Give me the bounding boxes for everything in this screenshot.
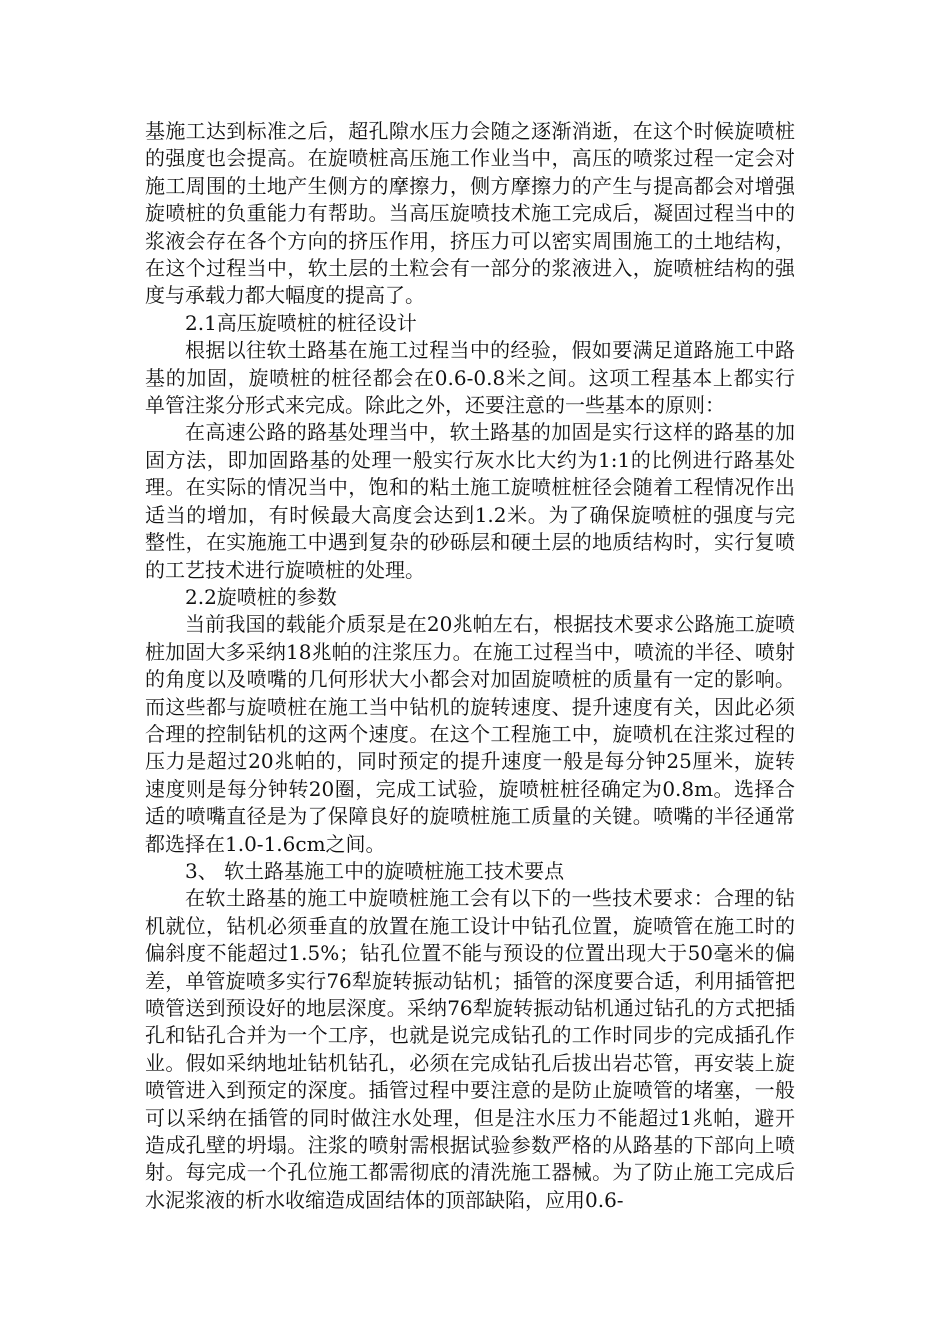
body-paragraph: 根据以往软土路基在施工过程当中的经验，假如要满足道路施工中路基的加固，旋喷桩的桩径都会在0.6-0.8米之间。这项工程基本上都实行单管注浆分形式来完成。除此之外，还要注意的一些基本的原则： [145, 338, 795, 418]
body-paragraph: 在高速公路的路基处理当中，软土路基的加固是实行这样的路基的加固方法，即加固路基的处理一般实行灰水比大约为1:1的比例进行路基处理。在实际的情况当中，饱和的粘土施工旋喷桩桩径会随着工程情况作出适当的增加，有时候最大高度会达到1.2米。为了确保旋喷桩的强度与完整性，在实施施工中遇到复杂的砂砾层和硬土层的地质结构时，实行复喷的工艺技术进行旋喷桩的处理。 [145, 420, 795, 582]
document-page [145, 118, 795, 1214]
section-heading-2-1: 2.1高压旋喷桩的桩径设计 [185, 310, 417, 335]
body-paragraph: 基施工达到标准之后，超孔隙水压力会随之逐渐消逝，在这个时候旋喷桩的强度也会提高。在旋喷桩高压施工作业当中，高压的喷浆过程一定会对施工周围的土地产生侧方的摩擦力，侧方摩擦力的产生与提高都会对增强旋喷桩的负重能力有帮助。当高压旋喷技术施工完成后，凝固过程当中的浆液会存在各个方向的挤压作用，挤压力可以密实周围施工的土地结构，在这个过程当中，软土层的土粒会有一部分的浆液进入，旋喷桩结构的强度与承载力都大幅度的提高了。 [145, 119, 795, 308]
section-heading-3: 3、 软土路基施工中的旋喷桩施工技术要点 [185, 858, 565, 883]
body-paragraph: 在软土路基的施工中旋喷桩施工会有以下的一些技术要求：合理的钻机就位，钻机必须垂直的放置在施工设计中钻孔位置，旋喷管在施工时的偏斜度不能超过1.5%；钻孔位置不能与预设的位置出现大于50毫米的偏差，单管旋喷多实行76犁旋转振动钻机；插管的深度要合适，利用插管把喷管送到预设好的地层深度。采纳76犁旋转振动钻机通过钻孔的方式把插孔和钻孔合并为一个工序，也就是说完成钻孔的工作时同步的完成插孔作业。假如采纳地址钻机钻孔，必须在完成钻孔后拔出岩芯管，再安装上旋喷管进入到预定的深度。插管过程中要注意的是防止旋喷管的堵塞，一般可以采纳在插管的同时做注水处理，但是注水压力不能超过1兆帕，避开造成孔壁的坍塌。注浆的喷射需根据试验参数严格的从路基的下部向上喷射。每完成一个孔位施工都需彻底的清洗施工器械。为了防止施工完成后水泥浆液的析水收缩造成固结体的顶部缺陷，应用0.6- [145, 886, 795, 1212]
body-paragraph: 当前我国的载能介质泵是在20兆帕左右，根据技术要求公路施工旋喷桩加固大多采纳18兆帕的注浆压力。在施工过程当中，喷流的半径、喷射的角度以及喷嘴的几何形状大小都会对加固旋喷桩的质量有一定的影响。而这些都与旋喷桩在施工当中钻机的旋转速度、提升速度有关，因此必须合理的控制钻机的这两个速度。在这个工程施工中，旋喷机在注浆过程的压力是超过20兆帕的，同时预定的提升速度一般是每分钟25厘米，旋转速度则是每分钟转20圈，完成工试验，旋喷桩桩径确定为0.8m。选择合适的喷嘴直径是为了保障良好的旋喷桩施工质量的关键。喷嘴的半径通常都选择在1.0-1.6cm之间。 [145, 612, 795, 856]
section-heading-2-2: 2.2旋喷桩的参数 [185, 584, 337, 609]
